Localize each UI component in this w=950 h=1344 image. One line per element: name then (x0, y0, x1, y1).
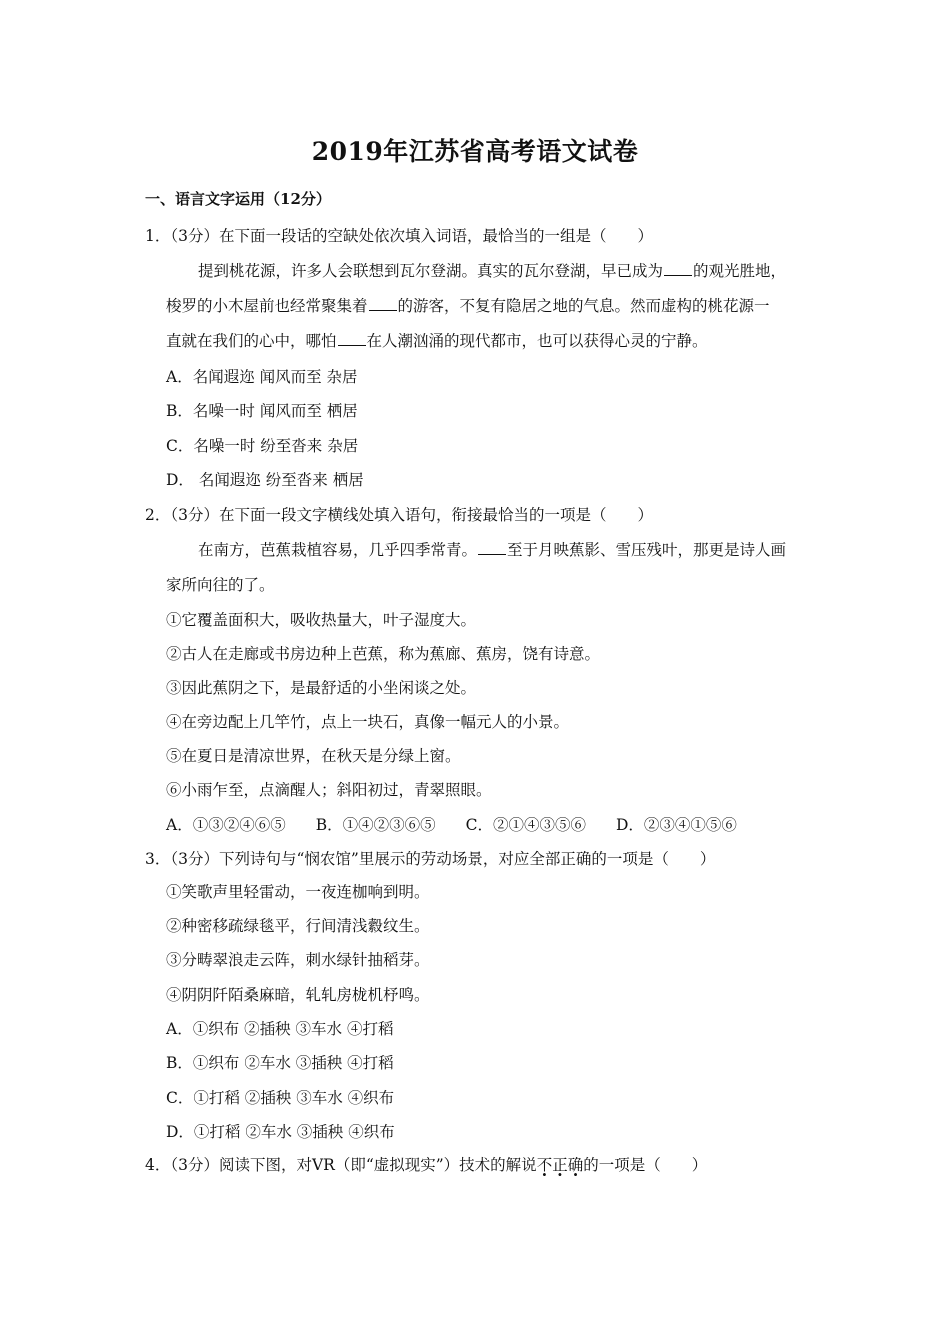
question-1-option-c: C．名噪一时 纷至沓来 杂居 (166, 437, 359, 455)
emphasis-char: 正 (552, 1156, 568, 1174)
fill-blank-4 (478, 540, 506, 555)
question-2-item-5: ⑤在夏日是清凉世界，在秋天是分绿上窗。 (166, 747, 461, 765)
emphasis-char: 不 (536, 1156, 553, 1174)
question-2-option-d: D．②③④①⑤⑥ (615, 816, 737, 834)
question-3-item-4: ④阴阴阡陌桑麻暗，轧轧房栊机杼鸣。 (166, 986, 430, 1004)
question-2-item-4: ④在旁边配上几竿竹，点上一块石，真像一幅元人的小景。 (166, 713, 570, 731)
question-3-item-1: ①笑歌声里轻雷动，一夜连枷响到明。 (166, 883, 430, 901)
question-2-item-6: ⑥小雨乍至，点滴醒人；斜阳初过，青翠照眼。 (166, 781, 492, 799)
question-2-option-a: A．①③②④⑥⑤ (166, 816, 286, 834)
question-3-item-3: ③分畴翠浪走云阵，刺水绿针抽稻芽。 (166, 951, 430, 969)
question-3-stem: 3．（3分）下列诗句与“悯农馆”里展示的劳动场景，对应全部正确的一项是（ ） (145, 850, 716, 868)
fill-blank-3 (338, 331, 366, 346)
question-1-passage-line-1: 提到桃花源，许多人会联想到瓦尔登湖。真实的瓦尔登湖，早已成为 的观光胜地， (198, 262, 787, 280)
question-1-passage-line-3: 直就在我们的心中，哪怕 在人潮汹涌的现代都市，也可以获得心灵的宁静。 (166, 332, 708, 350)
fill-blank-2 (369, 296, 397, 311)
question-2-item-3: ③因此蕉阴之下，是最舒适的小坐闲谈之处。 (166, 679, 477, 697)
section-heading: 一、语言文字运用（12分） (145, 190, 331, 208)
question-1-option-b: B．名噪一时 闻风而至 栖居 (166, 402, 358, 420)
question-3-option-c: C．①打稻 ②插秧 ③车水 ④织布 (166, 1089, 395, 1107)
emphasis-char: 确 (567, 1156, 584, 1174)
question-2-item-1: ①它覆盖面积大，吸收热量大，叶子湿度大。 (166, 611, 477, 629)
question-3-option-d: D．①打稻 ②车水 ③插秧 ④织布 (166, 1123, 395, 1141)
question-2-options (166, 815, 737, 835)
question-1-stem: 1．（3分）在下面一段话的空缺处依次填入词语，最恰当的一组是（ ） (145, 227, 653, 245)
question-3-item-2: ②种密移疏绿毯平，行间清浅縠纹生。 (166, 917, 430, 935)
question-1-passage-line-2: 梭罗的小木屋前也经常聚集着 的游客，不复有隐居之地的气息。然而虚构的桃花源一 (166, 297, 770, 315)
question-1-option-d: D． 名闻遐迩 纷至沓来 栖居 (166, 471, 364, 489)
question-3-option-a: A．①织布 ②插秧 ③车水 ④打稻 (166, 1020, 394, 1038)
question-2-option-b: B．①④②③⑥⑤ (315, 816, 436, 834)
fill-blank-1 (664, 261, 692, 276)
question-3-option-b: B．①织布 ②车水 ③插秧 ④打稻 (166, 1054, 394, 1072)
question-1-option-a: A．名闻遐迩 闻风而至 杂居 (166, 368, 358, 386)
page-title: 2019年江苏省高考语文试卷 (311, 137, 639, 166)
question-2-stem: 2．（3分）在下面一段文字横线处填入语句，衔接最恰当的一项是（ ） (145, 506, 653, 524)
question-2-passage-line-2: 家所向往的了。 (166, 576, 275, 594)
question-4-stem: 4．（3分）阅读下图，对VR（即“虚拟现实”）技术的解说不正确的一项是（ ） (145, 1156, 708, 1174)
question-2-passage-line-1: 在南方，芭蕉栽植容易，几乎四季常青。 至于月映蕉影、雪压残叶，那更是诗人画 (198, 541, 787, 559)
question-2-item-2: ②古人在走廊或书房边种上芭蕉，称为蕉廊、蕉房，饶有诗意。 (166, 645, 601, 663)
question-2-option-c: C．②①④③⑤⑥ (465, 816, 586, 834)
